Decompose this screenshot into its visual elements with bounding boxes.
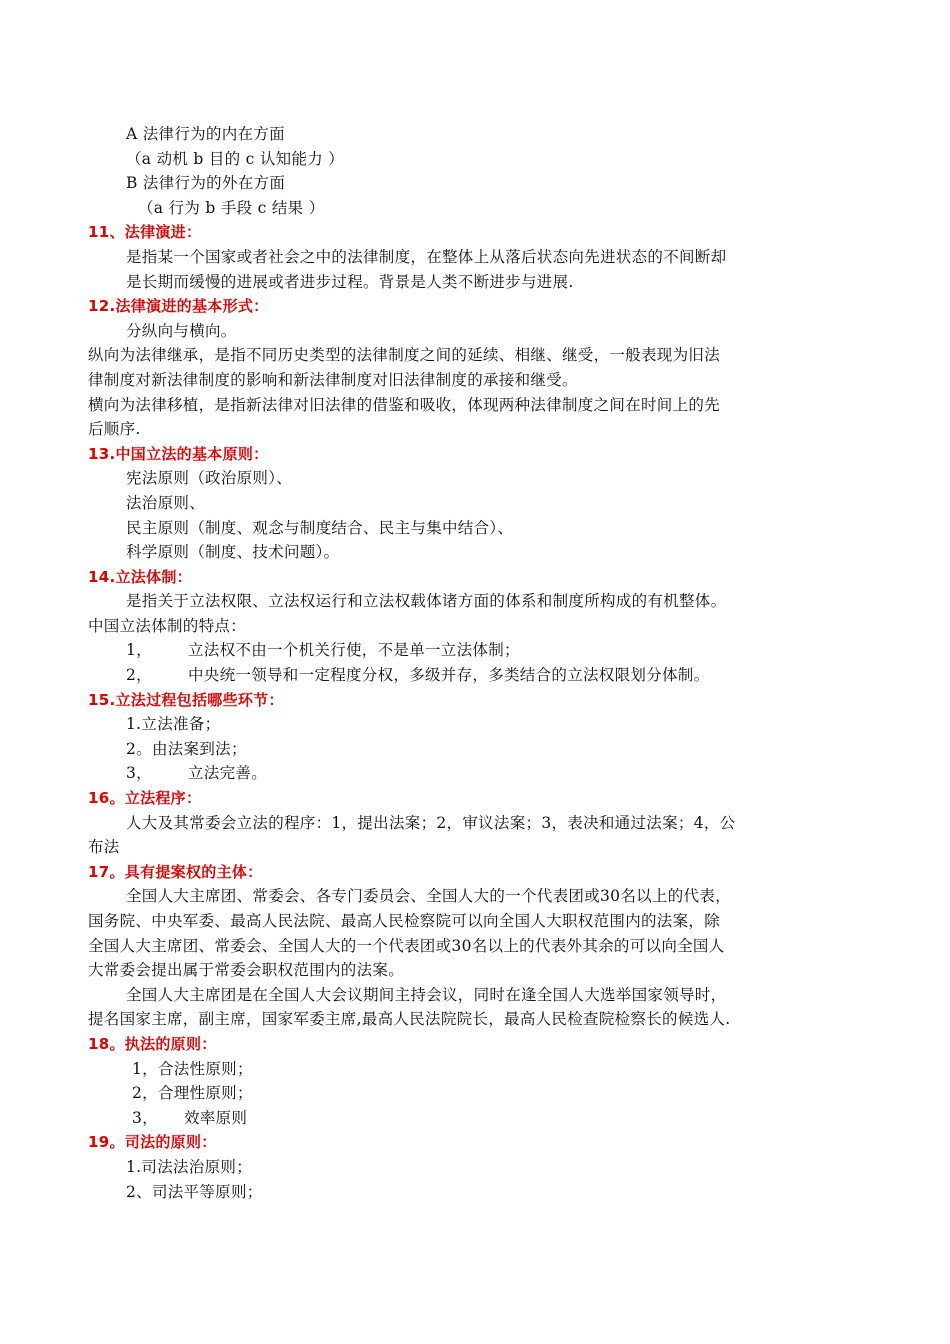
paragraph-line: 分纵向与横向。 (126, 321, 237, 340)
list-item: 科学原则（制度、技术问题）。 (126, 543, 340, 562)
section-heading: 15.立法过程包括哪些环节： (88, 690, 284, 709)
list-item: 法治原则、 (126, 493, 206, 512)
text-line: B 法律行为的外在方面 (126, 174, 286, 193)
numbered-item (88, 663, 868, 688)
item-number: 2， (126, 666, 152, 685)
item-text: 中央统一领导和一定程度分权，多级并存，多类结合的立法权限划分体制。 (188, 666, 710, 685)
paragraph-line: 是指某一个国家或者社会之中的法律制度，在整体上从落后状态向先进状态的不间断却 (126, 247, 727, 266)
paragraph-line: 国务院、中央军委、最高人民法院、最高人民检察院可以向全国人大职权范围内的法案，除 (88, 912, 721, 930)
paragraph-line: 大常委会提出属于常委会职权范围内的法案。 (88, 961, 405, 980)
text-line: （a 动机 b 目的 c 认知能力 ） (126, 149, 345, 168)
section-heading: 14.立法体制： (88, 567, 192, 586)
paragraph-line: 后顺序. (88, 420, 141, 439)
section-heading: 18。执法的原则： (88, 1034, 217, 1053)
section-heading: 17。具有提案权的主体： (88, 862, 263, 881)
paragraph-line: 律制度对新法律制度的影响和新法律制度对旧法律制度的承接和继受。 (88, 370, 578, 389)
item-text: 立法完善。 (188, 764, 268, 783)
paragraph-line: 纵向为法律继承，是指不同历史类型的法律制度之间的延续、相继、继受，一般表现为旧法 (88, 346, 721, 365)
list-item: 2，合理性原则； (132, 1084, 253, 1103)
list-item: 民主原则（制度、观念与制度结合、民主与集中结合）、 (126, 518, 514, 537)
paragraph-line: 全国人大主席团、常委会、各专门委员会、全国人大的一个代表团或30名以上的代表， (126, 887, 731, 906)
list-item: 1.司法法治原则； (126, 1157, 252, 1176)
numbered-item (88, 638, 868, 663)
paragraph-line: 全国人大主席团是在全国人大会议期间主持会议，同时在逢全国人大选举国家领导时， (126, 985, 727, 1004)
text-line: （a 行为 b 手段 c 结果 ） (138, 198, 325, 217)
paragraph-line: 是长期而缓慢的进展或者进步过程。背景是人类不断进步与进展. (126, 272, 574, 291)
item-text: 效率原则 (184, 1108, 248, 1127)
paragraph-line: 人大及其常委会立法的程序：1，提出法案；2，审议法案；3，表决和通过法案；4，公 (126, 813, 736, 832)
item-number: 3， (126, 764, 152, 783)
list-item: 宪法原则（政治原则）、 (126, 469, 293, 488)
text-line: A 法律行为的内在方面 (126, 125, 285, 143)
list-item: 1，合法性原则； (132, 1059, 253, 1078)
paragraph-line: 横向为法律移植，是指新法律对旧法律的借鉴和吸收，体现两种法律制度之间在时间上的先 (88, 395, 721, 414)
item-number: 1， (126, 641, 152, 660)
section-heading: 13.中国立法的基本原则： (88, 444, 269, 463)
paragraph-line: 中国立法体制的特点： (88, 616, 247, 635)
document-page (88, 122, 868, 1204)
paragraph-line: 布法 (88, 838, 120, 857)
numbered-item (88, 1106, 868, 1131)
list-item: 2。由法案到法； (126, 739, 247, 758)
section-heading: 16。立法程序： (88, 789, 202, 808)
item-text: 立法权不由一个机关行使，不是单一立法体制； (188, 641, 520, 660)
section-heading: 19。司法的原则： (88, 1133, 217, 1152)
section-heading: 12.法律演进的基本形式： (88, 297, 269, 316)
list-item: 2、司法平等原则； (126, 1182, 263, 1201)
paragraph-line: 提名国家主席，副主席，国家军委主席,最高人民法院院长，最高人民检查院检察长的候选人. (88, 1010, 731, 1029)
list-item: 1.立法准备； (126, 715, 221, 734)
paragraph-line: 全国人大主席团、常委会、全国人大的一个代表团或30名以上的代表外其余的可以向全国人 (88, 936, 725, 955)
item-number: 3， (132, 1108, 158, 1127)
numbered-item (88, 761, 868, 786)
paragraph-line: 是指关于立法权限、立法权运行和立法权载体诸方面的体系和制度所构成的有机整体。 (126, 592, 727, 611)
section-heading: 11、法律演进： (88, 223, 202, 242)
